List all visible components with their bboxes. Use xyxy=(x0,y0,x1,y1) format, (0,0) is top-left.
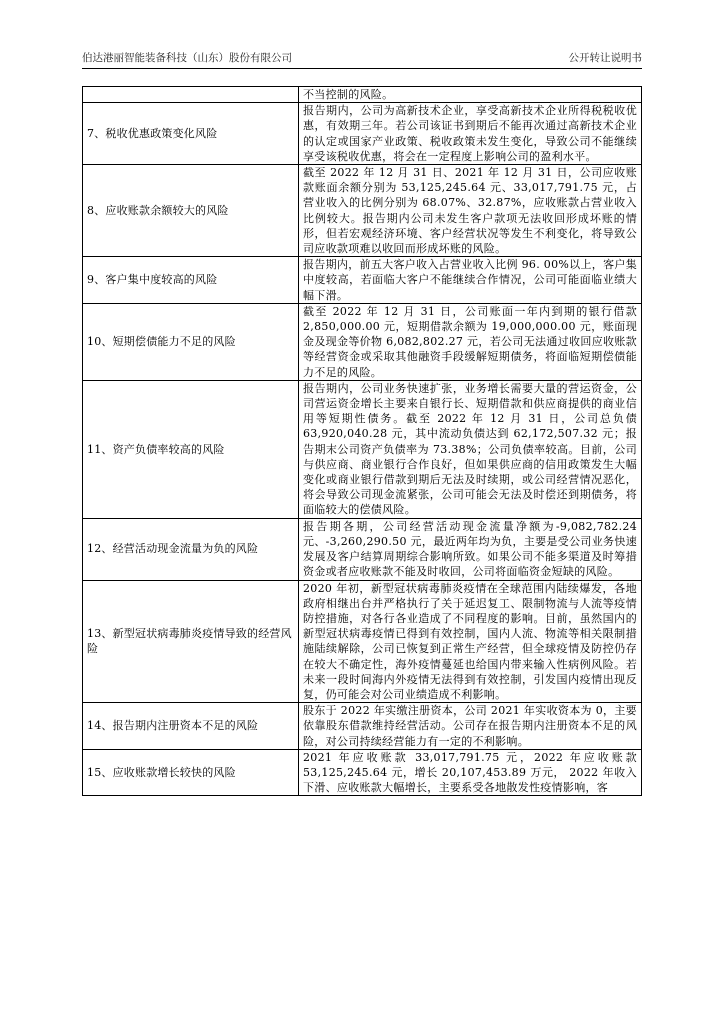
header-divider xyxy=(82,68,642,69)
risk-name: 13、新型冠状病毒肺炎疫情导致的经营风险 xyxy=(83,580,299,703)
table-row xyxy=(83,87,642,103)
table-row xyxy=(83,303,642,380)
page-header xyxy=(82,50,642,65)
risk-description: 2020 年初，新型冠状病毒肺炎疫情在全球范围内陆续爆发，各地政府相继出台并严格执行了关于延迟复工、限制物流与人流等疫情防控措施，对各行各业造成了不同程度的影响。目前，虽然国内的新型冠状病毒疫情已得到有效控制，国内人流、物流等相关限制措施陆续解除，公司已恢复到正常生产经营，但全球疫情及防控仍存在较大不确定性，海外疫情蔓延也给国内带来输入性病例风险。若未来一段时间海内外疫情无法得到有效控制，引发国内疫情出现反复，仍可能会对公司业绩造成不利影响。 xyxy=(299,580,642,703)
risk-table xyxy=(82,86,642,796)
table-row xyxy=(83,703,642,750)
risk-name: 8、应收账款余额较大的风险 xyxy=(83,165,299,257)
table-row xyxy=(83,518,642,580)
risk-name xyxy=(83,87,299,103)
risk-description: 报告期内，公司业务快速扩张，业务增长需要大量的营运资金，公司营运资金增长主要来自银行长、短期借款和供应商提供的商业信用等短期性债务。截至 2022 年 12 月 31 日，公司总负债 63,920,040.28 元，其中流动负债达到 62,172,507.32 元；报告期末公司资产负债率为 73.38%；公司负债率较高。目前，公司与供应商、商业银行合作良好，但如果供应商的信用政策发生大幅变化或商业银行借款到期后无法及时续期，或公司经营情况恶化，将会导致公司现金流紧张，公司可能会无法及时偿还到期债务，将面临较大的偿债风险。 xyxy=(299,380,642,518)
risk-description: 不当控制的风险。 xyxy=(299,87,642,103)
risk-description: 报告期内，前五大客户收入占营业收入比例 96. 00%以上，客户集中度较高，若面临大客户不能继续合作情况，公司可能面临业绩大幅下滑。 xyxy=(299,257,642,304)
risk-description: 截至 2022 年 12 月 31 日，公司账面一年内到期的银行借款 2,850,000.00 元，短期借款余额为 19,000,000.00 元，账面现金及现金等价物 6,082,802.27 元，若公司无法通过收回应收账款等经营资金或采取其他融资手段缓解短期债务，将面临短期偿债能力不足的风险。 xyxy=(299,303,642,380)
company-name: 伯达港丽智能装备科技（山东）股份有限公司 xyxy=(82,52,292,64)
risk-description: 截至 2022 年 12 月 31 日、2021 年 12 月 31 日，公司应收账款账面余额分别为 53,125,245.64 元、33,017,791.75 元，占营业收入的比例分别为 68.07%、32.87%，应收账款占营业收入比例较大。报告期内公司未发生客户款项无法收回形成坏账的情形，但若宏观经济环境、客户经营状况等发生不利变化，将导致公司应收款项难以收回而形成坏账的风险。 xyxy=(299,165,642,257)
table-row xyxy=(83,749,642,796)
table-row xyxy=(83,580,642,703)
table-row xyxy=(83,380,642,518)
document-type: 公开转让说明书 xyxy=(568,52,642,64)
table-row xyxy=(83,257,642,304)
risk-name: 14、报告期内注册资本不足的风险 xyxy=(83,703,299,750)
risk-name: 7、税收优惠政策变化风险 xyxy=(83,103,299,165)
risk-name: 10、短期偿债能力不足的风险 xyxy=(83,303,299,380)
table-row xyxy=(83,165,642,257)
risk-description: 报告期内，公司为高新技术企业，享受高新技术企业所得税税收优惠，有效期三年。若公司该证书到期后不能再次通过高新技术企业的认定或国家产业政策、税收政策未发生变化，导致公司不能继续享受该税收优惠，将会在一定程度上影响公司的盈利水平。 xyxy=(299,103,642,165)
table-row xyxy=(83,103,642,165)
risk-name: 12、经营活动现金流量为负的风险 xyxy=(83,518,299,580)
risk-description: 报告期各期，公司经营活动现金流量净额为-9,082,782.24 元、-3,260,290.50 元，最近两年均为负，主要是受公司业务快速发展及客户结算周期综合影响所致。如果公司不能多渠道及时筹措资金或者应收账款不能及时收回，公司将面临资金短缺的风险。 xyxy=(299,518,642,580)
risk-name: 15、应收账款增长较快的风险 xyxy=(83,749,299,796)
risk-description: 2021 年应收账款 33,017,791.75 元，2022 年应收账款 53,125,245.64 元，增长 20,107,453.89 万元， 2022 年收入下滑、应收账款大幅增长，主要系受各地散发性疫情影响，客 xyxy=(299,749,642,796)
risk-name: 9、客户集中度较高的风险 xyxy=(83,257,299,304)
risk-name: 11、资产负债率较高的风险 xyxy=(83,380,299,518)
risk-description: 股东于 2022 年实缴注册资本，公司 2021 年实收资本为 0，主要依靠股东借款维持经营活动。公司存在报告期内注册资本不足的风险，对公司持续经营能力有一定的不利影响。 xyxy=(299,703,642,750)
